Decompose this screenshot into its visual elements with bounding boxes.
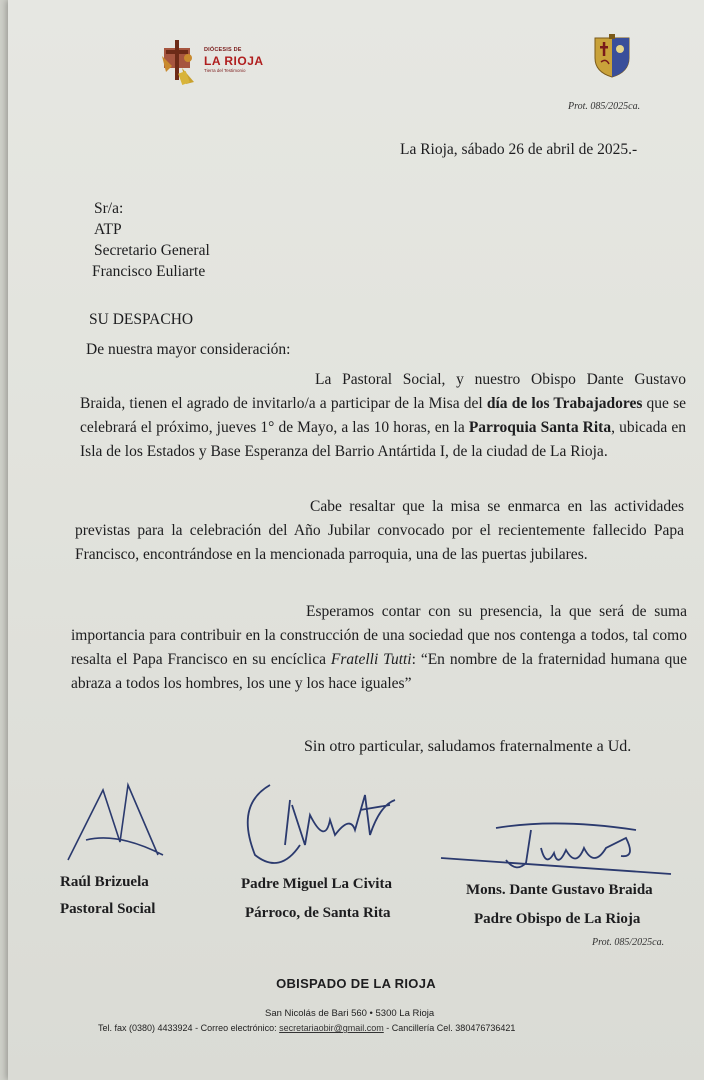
- diocese-logo: [158, 38, 278, 88]
- greeting-line: De nuestra mayor consideración:: [86, 341, 291, 358]
- recipient-title: Secretario General: [94, 242, 210, 259]
- recipient-name: Francisco Euliarte: [92, 263, 206, 280]
- recipient-label: Sr/a:: [94, 200, 124, 217]
- signer-2-role: Párroco, de Santa Rita: [245, 905, 391, 921]
- signer-3-role: Padre Obispo de La Rioja: [474, 911, 641, 927]
- p3-text-b: : “En nombre de la fraternidad humana que abraza a todos los hombres, los une y los hace iguales”: [71, 651, 688, 692]
- signature-braida: [436, 818, 676, 878]
- letter-page: [8, 0, 704, 1080]
- signature-la-civita: [230, 775, 410, 875]
- paragraph-jubilee: [75, 495, 684, 567]
- signer-2-name: Padre Miguel La Civita: [241, 876, 392, 892]
- signer-3-name: Mons. Dante Gustavo Braida: [466, 882, 653, 898]
- signer-1-name: Raúl Brizuela: [60, 874, 149, 890]
- paragraph-presence: [71, 600, 687, 696]
- footer-address: San Nicolás de Bari 560 • 5300 La Rioja: [265, 1008, 435, 1019]
- date-line: La Rioja, sábado 26 de abril de 2025.-: [400, 141, 638, 158]
- signature-brizuela: [58, 780, 178, 870]
- footer-tel: Tel. fax (0380) 4433924 - Correo electrónico:: [98, 1023, 280, 1033]
- footer-contact: [98, 1023, 515, 1033]
- p1-text-d: , ubicada en Isla de los Estados y Base Esperanza del Barrio Antártida I, de la ciudad de La Rioja.: [80, 419, 687, 460]
- p3-encyclical: Fratelli Tutti: [330, 651, 412, 668]
- footer-cel: - Cancillería Cel. 380476736421: [383, 1023, 516, 1033]
- p1-text-c: que se celebrará el próximo, jueves 1° de Mayo, a las 10 horas, en la: [80, 395, 687, 436]
- protocol-number-bottom: Prot. 085/2025ca.: [592, 937, 665, 948]
- p1-bold-event: día de los Trabajadores: [486, 395, 643, 412]
- signer-1-role: Pastoral Social: [60, 901, 156, 917]
- footer-email-link[interactable]: secretariaobir@gmail.com: [279, 1023, 384, 1033]
- p1-bold-parish: Parroquia Santa Rita: [468, 419, 612, 436]
- diocese-emblem-icon: [158, 38, 202, 88]
- despacho-line: SU DESPACHO: [89, 311, 194, 328]
- protocol-number-top: Prot. 085/2025ca.: [568, 101, 641, 112]
- logo-tagline: Tierra del Testimonio: [204, 68, 246, 73]
- logo-small-text: DIÓCESIS DE: [204, 47, 242, 53]
- footer-title: OBISPADO DE LA RIOJA: [276, 976, 436, 991]
- p2-text: Cabe resaltar que la misa se enmarca en las actividades previstas para la celebración del Año Jubilar convocado por el recientemente fallecido Papa Francisco, encontrándose en la mencionada parroquia, una de las puertas jubilares.: [75, 498, 684, 563]
- closing-line: Sin otro particular, saludamos fraternalmente a Ud.: [304, 738, 632, 755]
- p1-text-a: La Pastoral Social, y nuestro Obispo Dante Gustavo Braida, tienen el agrado de invitarlo/a a participar de la Misa del: [80, 371, 686, 412]
- recipient-org: ATP: [94, 221, 122, 238]
- logo-main-text: LA RIOJA: [204, 54, 264, 68]
- p3-text-a: Esperamos contar con su presencia, la que será de suma importancia para contribuir en la construcción de una sociedad que nos contenga a todos, tal como resalta el Papa Francisco en su encíclica: [71, 603, 687, 668]
- paragraph-invitation: [80, 368, 686, 464]
- coat-of-arms-icon: [591, 34, 633, 78]
